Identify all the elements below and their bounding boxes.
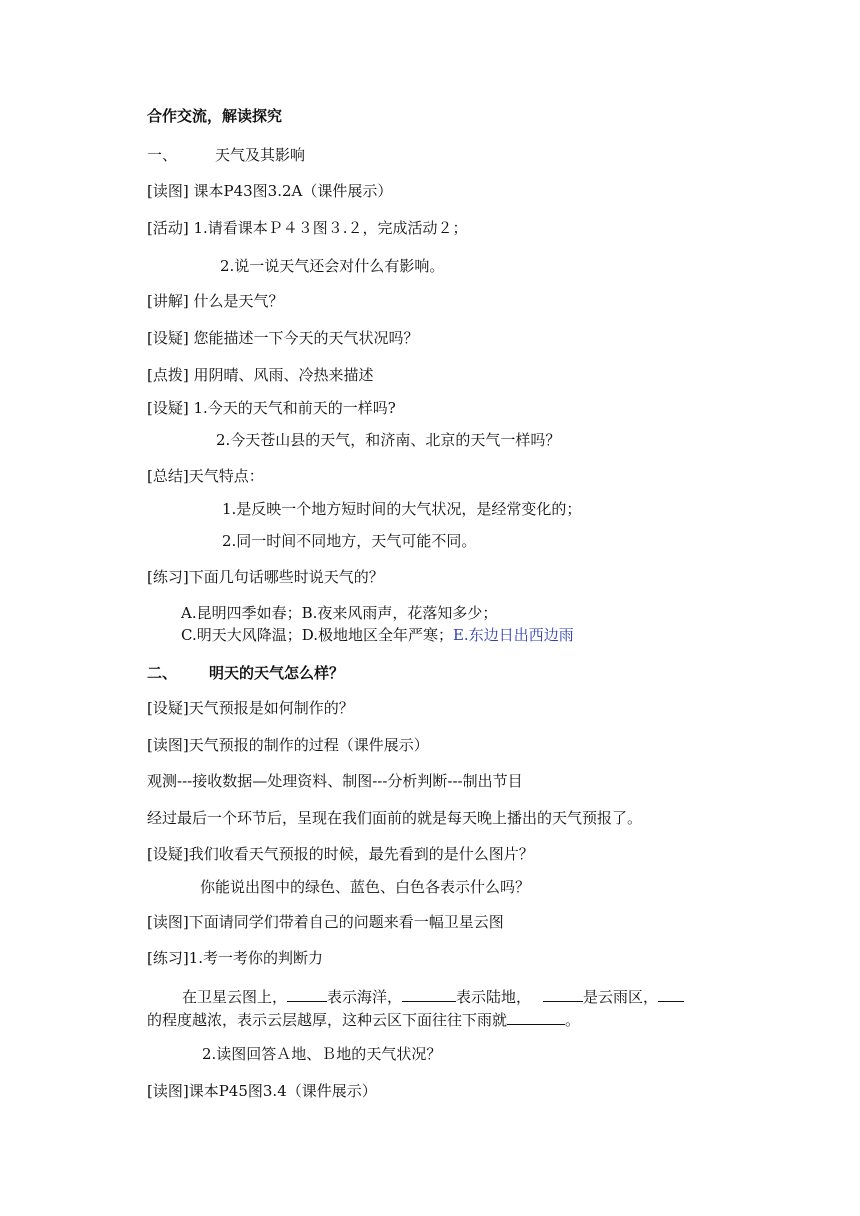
fill-text-a: 在卫星云图上， [182, 988, 288, 1006]
after-line: 经过最后一个环节后，呈现在我们面前的就是每天晚上播出的天气预报了。 [147, 809, 643, 827]
summary-line: [总结]天气特点： [147, 467, 264, 485]
question-line-2: [设疑] 1.今天的天气和前天的一样吗? [147, 399, 396, 417]
section-1-title: 天气及其影响 [215, 146, 306, 164]
option-line-ab: A.昆明四季如春；B.夜来风雨声，花落知多少； [181, 604, 498, 622]
read-figure-line-3: [读图]下面请同学们带着自己的问题来看一幅卫星云图 [147, 913, 504, 931]
option-e: E.东边日出西边雨 [452, 626, 574, 644]
section-2-heading [147, 663, 344, 683]
read-figure-line-4: [读图]课本P45图3.4（课件展示） [147, 1082, 377, 1100]
option-line-cde [181, 625, 574, 645]
activity-line-2: 2.说一说天气还会对什么有影响。 [220, 257, 445, 275]
question-line-4: [设疑]天气预报是如何制作的？ [147, 699, 354, 717]
activity-line-1: [活动] 1.请看课本Ｐ４３图３.２，完成活动２； [147, 219, 468, 237]
question-line-5: [设疑]我们收看天气预报的时候，最先看到的是什么图片？ [147, 845, 534, 863]
tip-line: [点拨] 用阴晴、风雨、冷热来描述 [147, 366, 374, 384]
option-cd: C.明天大风降温；D.极地地区全年严寒； [181, 626, 453, 644]
practice-line-3: 2.读图回答Ａ地、Ｂ地的天气状况？ [202, 1045, 442, 1063]
blank-2 [402, 986, 456, 1002]
section-1-number: 一、 [147, 146, 178, 164]
blank-3 [543, 986, 583, 1002]
fill-text-d: 是云雨区， [583, 988, 659, 1006]
blank-4 [658, 986, 684, 1002]
read-figure-line-1: [读图] 课本P43图3.2A（课件展示） [147, 182, 393, 200]
section-2-number: 二、 [147, 664, 178, 682]
practice-line-2: [练习]1.考一考你的判断力 [147, 949, 324, 967]
section-heading: 合作交流，解读探究 [147, 107, 283, 125]
fill-blank-line-2 [147, 1009, 580, 1030]
fill-blank-line-1 [182, 986, 684, 1007]
summary-item-1: 1.是反映一个地方短时间的大气状况，是经常变化的； [222, 500, 582, 518]
fill-text-b: 表示海洋， [327, 988, 403, 1006]
section-1-heading [147, 145, 305, 165]
blank-1 [287, 986, 327, 1002]
section-2-title: 明天的天气怎么样？ [209, 664, 345, 682]
fill-text-f: 。 [565, 1011, 581, 1029]
question-line-6: 你能说出图中的绿色、蓝色、白色各表示什么吗？ [200, 878, 531, 896]
read-figure-line-2: [读图]天气预报的制作的过程（课件展示） [147, 736, 429, 754]
explain-line: [讲解] 什么是天气？ [147, 292, 284, 310]
question-line-1: [设疑] 您能描述一下今天的天气状况吗？ [147, 329, 419, 347]
question-line-3: 2.今天苍山县的天气，和济南、北京的天气一样吗？ [216, 431, 561, 449]
fill-text-e: 的程度越浓，表示云层越厚，这种云区下面往往下雨就 [147, 1011, 508, 1029]
practice-line-1: [练习]下面几句话哪些时说天气的？ [147, 568, 384, 586]
summary-item-2: 2.同一时间不同地方，天气可能不同。 [222, 532, 477, 550]
process-flow-line: 观测---接收数据—处理资料、制图---分析判断---制出节目 [147, 772, 523, 790]
blank-5 [507, 1009, 565, 1025]
fill-text-c: 表示陆地， [456, 988, 532, 1006]
